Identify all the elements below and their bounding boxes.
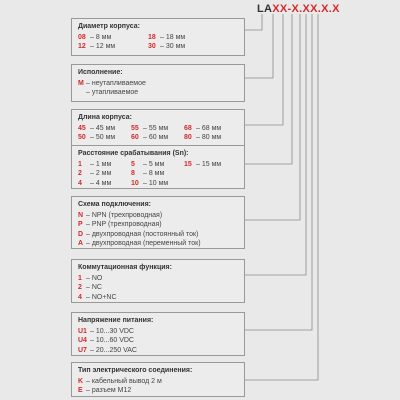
option-label: – 12 мм <box>90 43 116 51</box>
option-row <box>78 230 238 240</box>
option-code: 1 <box>78 160 82 168</box>
option-label: – разъем M12 <box>86 387 132 395</box>
option-label: – утапливаемое <box>86 89 139 97</box>
option-label: – 10 мм <box>143 179 169 187</box>
connector-line-connection <box>245 14 318 380</box>
option-label: – 20...250 VAC <box>90 346 137 354</box>
box-title: Диаметр корпуса: <box>78 23 140 30</box>
option-row <box>78 336 238 346</box>
option-code: 10 <box>131 179 139 187</box>
option-row <box>78 79 238 89</box>
option-code: D <box>78 230 84 238</box>
connector-line-voltage <box>245 14 312 330</box>
option-label: – 5 мм <box>143 160 165 168</box>
code-part-diameter: XX <box>272 3 288 15</box>
option-row <box>78 327 238 337</box>
option-code: K <box>78 377 84 385</box>
option-label: – 8 мм <box>90 33 112 41</box>
code-part-execution: X <box>291 3 300 15</box>
option-label: – 45 мм <box>90 124 116 132</box>
option-label: – 50 мм <box>90 134 116 142</box>
option-label: – неутапливаемое <box>86 79 146 87</box>
option-row <box>78 33 238 43</box>
option-row <box>78 124 238 134</box>
option-row <box>78 160 238 170</box>
connector-line-distance <box>245 14 292 164</box>
option-label: – двухпроводная (постоянный ток) <box>86 230 199 238</box>
code-part-distance: X <box>321 3 329 15</box>
option-row <box>78 42 238 52</box>
option-label: – NO+NC <box>86 293 117 301</box>
connector-line-length <box>245 14 283 125</box>
option-row <box>78 386 238 396</box>
option-code: A <box>78 240 84 248</box>
option-label: – 18 мм <box>160 33 186 41</box>
box-diameter <box>71 18 245 56</box>
box-supply-voltage <box>71 312 245 356</box>
option-row <box>78 274 238 284</box>
option-label: – 80 мм <box>196 134 222 142</box>
option-row <box>78 179 238 189</box>
box-switching-function <box>71 259 245 303</box>
option-row <box>78 293 238 303</box>
option-code: M <box>78 79 84 87</box>
option-code: 55 <box>131 124 139 132</box>
option-label: – NO <box>86 274 103 282</box>
connector-line-diameter <box>245 14 262 30</box>
box-title: Схема подключения: <box>78 201 152 208</box>
option-label: – NC <box>86 284 102 292</box>
option-label: – 10...30 VDC <box>90 327 134 335</box>
box-title: Длина корпуса: <box>78 114 132 121</box>
option-label: – 8 мм <box>143 170 165 178</box>
option-row <box>78 220 238 230</box>
option-code: U4 <box>78 337 87 345</box>
box-connection-type <box>71 362 245 397</box>
option-code: 12 <box>78 43 86 51</box>
option-code: 60 <box>131 134 139 142</box>
option-code: 5 <box>131 160 135 168</box>
option-label: – кабельный вывод 2 м <box>86 377 162 385</box>
option-row <box>78 169 238 179</box>
option-code: 30 <box>148 43 156 51</box>
code-separator: . <box>299 3 303 15</box>
option-label: – 30 мм <box>160 43 186 51</box>
code-prefix: LA <box>257 3 273 15</box>
option-code: 4 <box>78 179 82 187</box>
connector-line-wiring <box>245 14 300 220</box>
box-title: Расстояние срабатывания (Sn): <box>78 150 189 157</box>
option-label: – 68 мм <box>196 124 222 132</box>
option-row <box>78 346 238 356</box>
option-code: 2 <box>78 170 82 178</box>
option-code: 15 <box>184 160 192 168</box>
option-label: – 60 мм <box>143 134 169 142</box>
option-label: – NPN (трехпроводная) <box>86 211 163 219</box>
code-separator: - <box>287 3 292 15</box>
option-label: – 55 мм <box>143 124 169 132</box>
code-part-wiring: X <box>332 3 340 15</box>
box-length <box>71 109 245 147</box>
option-label: – PNP (трехпроводная) <box>86 221 162 229</box>
box-switching-distance <box>71 145 245 189</box>
option-row <box>78 377 238 387</box>
box-title: Напряжение питания: <box>78 317 154 324</box>
option-code: U7 <box>78 346 87 354</box>
code-separator: . <box>317 3 322 15</box>
option-code: 50 <box>78 134 86 142</box>
option-row <box>78 211 238 221</box>
option-row <box>78 239 238 249</box>
option-code: 08 <box>78 33 86 41</box>
code-part-length: XX <box>302 3 318 15</box>
option-label: – 2 мм <box>90 170 112 178</box>
option-row <box>78 133 238 143</box>
connector-line-execution <box>245 14 273 78</box>
option-row <box>78 88 238 98</box>
option-label: – 15 мм <box>196 160 222 168</box>
option-label: – 4 мм <box>90 179 112 187</box>
box-title: Коммутационная функция: <box>78 264 172 271</box>
option-code: 45 <box>78 124 86 132</box>
option-label: – двухпроводная (переменный ток) <box>86 240 201 248</box>
option-code: 8 <box>131 170 135 178</box>
option-code: 80 <box>184 134 192 142</box>
option-code: E <box>78 387 83 395</box>
option-code: 18 <box>148 33 156 41</box>
box-execution <box>71 64 245 102</box>
option-label: – 10...60 VDC <box>90 337 134 345</box>
option-code: N <box>78 211 84 219</box>
option-label: – 1 мм <box>90 160 112 168</box>
option-code: 68 <box>184 124 192 132</box>
option-code: U1 <box>78 327 87 335</box>
model-code <box>257 3 340 15</box>
box-title: Исполнение: <box>78 69 123 76</box>
option-code: P <box>78 221 83 229</box>
option-row <box>78 283 238 293</box>
connector-line-function <box>245 14 306 275</box>
code-separator: . <box>328 3 333 15</box>
option-code: 2 <box>78 284 82 292</box>
option-code: 4 <box>78 293 82 301</box>
box-title: Тип электрического соединения: <box>78 367 193 374</box>
option-code: 1 <box>78 274 82 282</box>
box-wiring-diagram <box>71 196 245 249</box>
